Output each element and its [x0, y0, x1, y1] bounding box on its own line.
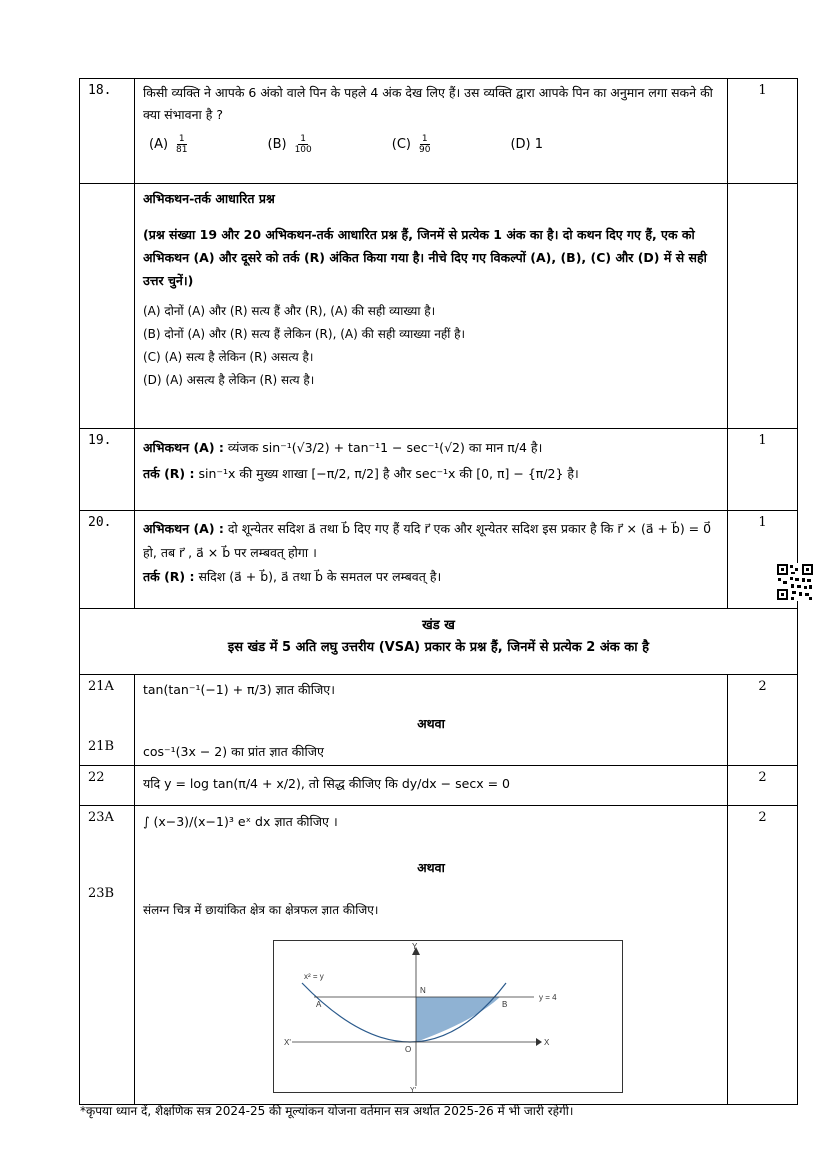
label-line: y = 4 [539, 993, 557, 1002]
or-separator: अथवा [417, 716, 445, 731]
question-number: 22 [80, 766, 135, 806]
option-a: (A) $\frac{1}{81}$ [149, 134, 188, 155]
label-n: N [420, 986, 426, 995]
footer-note: *कृपया ध्यान दें, शैक्षणिक सत्र 2024-25 की मूल्यांकन योजना वर्तमान सत्र अर्थात 2025-26 में भी जारी रहेगी। [80, 1104, 574, 1118]
options-row [149, 134, 719, 155]
label-o: O [405, 1045, 412, 1054]
question-number-b: 21B [88, 739, 115, 754]
marks: 2 [728, 806, 798, 1105]
instructions-text: (प्रश्न संख्या 19 और 20 अभिकथन-तर्क आधारित प्रश्न हैं, जिनमें से प्रत्येक 1 अंक का है। दो कथन दिए गए हैं, एक को अभिकथन (A) और दूसरे को तर्क (R) अंकित किया गया है। नीचे दिए गए विकल्पों (A), (B), (C) और (D) में से सही उत्तर चुनें।) [143, 227, 707, 288]
label-x: X [544, 1038, 550, 1047]
section-title: खंड ख [422, 618, 455, 633]
question-row [80, 79, 798, 184]
question-row [80, 675, 798, 766]
option-b: (B) $\frac{1}{100}$ [267, 134, 312, 155]
section-subtitle: इस खंड में 5 अति लघु उत्तरीय (VSA) प्रकार के प्रश्न हैं, जिनमें से प्रत्येक 2 अंक का है [227, 640, 650, 655]
question-row [80, 806, 798, 1105]
label-x-prime: X' [284, 1038, 291, 1047]
assertion-text: दो शून्येतर सदिश a⃗ तथा b⃗ दिए गए हैं यदि r⃗ एक और शून्येतर सदिश इस प्रकार है कि r⃗ × (a⃗ + b⃗) = 0⃗ हो, तब r⃗ , a⃗ × b⃗ पर लम्बवत् होगा । [143, 521, 712, 560]
section-heading: अभिकथन-तर्क आधारित प्रश्न [143, 191, 275, 206]
label-y-prime: Y' [410, 1087, 417, 1092]
question-row [80, 766, 798, 806]
question-text-b: संलग्न चित्र में छायांकित क्षेत्र का क्षेत्रफल ज्ञात कीजिए। [143, 903, 379, 917]
assertion-text: व्यंजक sin⁻¹(√3/2) + tan⁻¹1 − sec⁻¹(√2) का मान π/4 है। [227, 440, 543, 455]
assertion-label: अभिकथन (A) : [143, 521, 224, 536]
parabola-diagram [274, 941, 622, 1092]
choice-b: (B) दोनों (A) और (R) सत्य हैं लेकिन (R), (A) की सही व्याख्या नहीं है। [143, 327, 466, 341]
reason-text: सदिश (a⃗ + b⃗), a⃗ तथा b⃗ के समतल पर लम्बवत् है। [198, 569, 442, 584]
question-number-a: 23A [88, 810, 114, 825]
marks: 1 [728, 429, 798, 511]
label-curve: x² = y [304, 972, 324, 981]
marks: 2 [728, 766, 798, 806]
question-number: 20. [80, 511, 135, 609]
assertion-label: अभिकथन (A) : [143, 440, 224, 455]
reason-label: तर्क (R) : [143, 466, 195, 481]
parabola-figure [273, 940, 623, 1093]
question-text-b: cos⁻¹(3x − 2) का प्रांत ज्ञात कीजिए [143, 744, 324, 759]
reason-label: तर्क (R) : [143, 569, 195, 584]
label-y: Y [412, 942, 418, 951]
marks: 2 [728, 675, 798, 766]
question-text: यदि y = log tan(π/4 + x/2), तो सिद्ध कीजिए कि dy/dx − secx = 0 [135, 766, 728, 806]
question-text: किसी व्यक्ति ने आपके 6 अंको वाले पिन के पहले 4 अंक देख लिए हैं। उस व्यक्ति द्वारा आपके पिन का अनुमान लगा सकने की क्या संभावना है ? [143, 85, 713, 122]
choices-list [143, 300, 719, 392]
marks: 1 [728, 79, 798, 184]
question-row [80, 511, 798, 609]
qr-code [776, 563, 814, 601]
question-number-b: 23B [88, 886, 115, 901]
option-d: (D) 1 [510, 136, 544, 152]
question-text-a: ∫ (x−3)/(x−1)³ eˣ dx ज्ञात कीजिए । [143, 814, 338, 829]
reason-text: sin⁻¹x की मुख्य शाखा [−π/2, π/2] है और sec⁻¹x की [0, π] − {π/2} है। [198, 466, 579, 481]
marks: 1 [728, 511, 798, 609]
choice-c: (C) (A) सत्य है लेकिन (R) असत्य है। [143, 350, 314, 364]
question-text-a: tan(tan⁻¹(−1) + π/3) ज्ञात कीजिए। [143, 682, 335, 697]
choice-d: (D) (A) असत्य है लेकिन (R) सत्य है। [143, 373, 315, 387]
label-a: A [316, 1000, 322, 1009]
section-header-row [80, 609, 798, 675]
label-b: B [502, 1000, 508, 1009]
option-c: (C) $\frac{1}{90}$ [391, 134, 431, 155]
question-number: 19. [80, 429, 135, 511]
choice-a: (A) दोनों (A) और (R) सत्य हैं और (R), (A) की सही व्याख्या है। [143, 304, 436, 318]
question-row [80, 429, 798, 511]
question-number: 18. [80, 79, 135, 184]
question-table [79, 78, 798, 1105]
or-separator: अथवा [417, 860, 445, 875]
question-number-a: 21A [88, 679, 114, 694]
instructions-row [80, 184, 798, 429]
x-axis-arrow [536, 1038, 542, 1046]
